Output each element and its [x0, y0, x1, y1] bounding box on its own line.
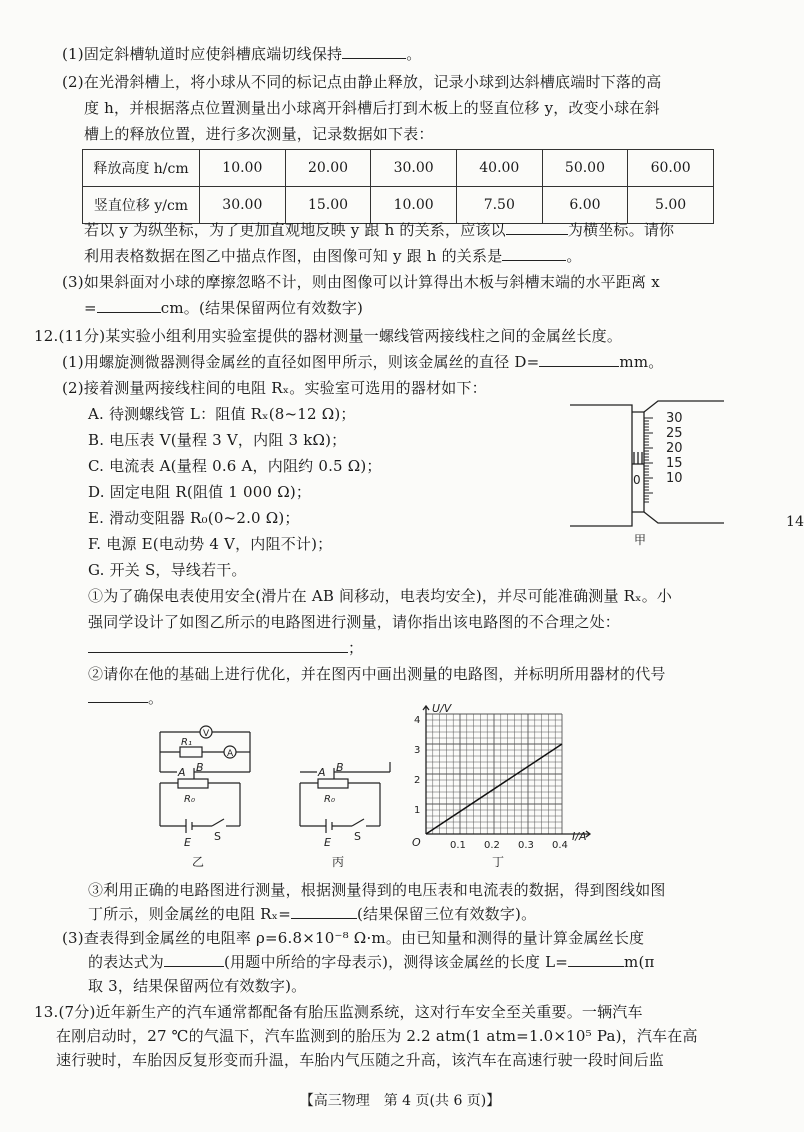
switch-icon: [212, 819, 224, 826]
q11-part2-line3: 槽上的释放位置，进行多次测量，记录数据如下表：: [84, 125, 434, 143]
label: S: [354, 830, 361, 843]
rheostat-icon: [178, 779, 208, 788]
switch-icon: [352, 819, 364, 826]
q12-sub2-line1: ②请你在他的基础上进行优化，并在图丙中画出测量的电路图，并标明所用器材的代号: [88, 665, 666, 683]
table-row-label: 释放高度 h/cm: [83, 150, 200, 187]
answer-blank[interactable]: [342, 44, 406, 59]
label: V: [203, 729, 210, 739]
option-e: E. 滑动变阻器 R₀(0~2.0 Ω)；: [88, 509, 300, 527]
table-cell: 10.00: [200, 150, 286, 187]
q12-sub1-line2: 强同学设计了如图乙所示的电路图进行测量，请你指出该电路图的不合理之处：: [88, 613, 621, 631]
table-cell: 50.00: [542, 150, 628, 187]
label: E: [184, 836, 191, 849]
figure-caption-jia: 甲: [634, 533, 647, 547]
tick-label: 30: [666, 411, 683, 426]
table-cell: 6.00: [542, 187, 628, 224]
x-axis-label: I/A: [572, 830, 587, 843]
rheostat-icon: [318, 779, 348, 788]
ui-graph-ding: [400, 700, 600, 875]
q12-sub1-line3: ；: [88, 638, 363, 658]
label: R₁: [181, 737, 192, 748]
label: B: [196, 761, 204, 774]
answer-blank[interactable]: [568, 952, 624, 967]
q11-part2-line4: 若以 y 为纵坐标，为了更加直观地反映 y 跟 h 的关系，应该以 为横坐标。请你: [84, 221, 675, 239]
table-cell: 7.50: [456, 187, 542, 224]
q13-line2: 在刚启动时，27 ℃的气温下，汽车监测到的胎压为 2.2 atm(1 atm=1.0×10⁵ Pa)，汽车在高: [56, 1027, 698, 1045]
q12-sub1-line1: ①为了确保电表使用安全(滑片在 AB 间移动，电表均安全)，并尽可能准确测量 Rₓ。小: [88, 587, 673, 605]
micrometer-figure: [570, 398, 730, 548]
figure-caption-yi: 乙: [192, 855, 205, 869]
figure-caption-bing: 丙: [332, 855, 345, 869]
table-cell: 30.00: [200, 187, 286, 224]
label: E: [324, 836, 331, 849]
figure-caption-ding: 丁: [492, 855, 505, 869]
table-cell: 30.00: [371, 150, 457, 187]
answer-blank[interactable]: [88, 638, 348, 653]
q12-part3-line1: (3)查表得到金属丝的电阻率 ρ=6.8×10⁻⁸ Ω·m。由已知量和测得的量计算金属丝长度: [62, 929, 645, 947]
table-row: [83, 150, 714, 187]
table-cell: 15.00: [285, 187, 371, 224]
answer-blank[interactable]: [502, 246, 566, 261]
answer-blank[interactable]: [506, 220, 568, 235]
x-tick-label: 0.4: [552, 840, 568, 851]
answer-blank[interactable]: [97, 298, 161, 313]
table-cell: 5.00: [628, 187, 714, 224]
q11-part3-line2: = cm。(结果保留两位有效数字): [84, 299, 364, 317]
q12-sub3-line2: 丁所示，则金属丝的电阻 Rₓ= (结果保留三位有效数字)。: [88, 905, 537, 923]
label: R₀: [324, 794, 335, 805]
tick-label: 20: [666, 441, 683, 456]
table-cell: 20.00: [285, 150, 371, 187]
label: A: [178, 766, 186, 779]
option-g: G. 开关 S，导线若干。: [88, 561, 247, 579]
x-tick-label: 0.1: [450, 840, 466, 851]
q12-part3-line3: 取 3，结果保留两位有效数字)。: [88, 977, 307, 995]
circuit-yi: [150, 722, 270, 872]
q12-part3-line2: 的表达式为 (用题中所给的字母表示)，测得该金属丝的长度 L= m(π: [88, 953, 655, 971]
option-a: A. 待测螺线管 L：阻值 Rₓ(8~12 Ω)；: [88, 405, 356, 423]
q13-line3: 速行驶时，车胎因反复形变而升温，车胎内气压随之升高，该汽车在高速行驶一段时间后监: [56, 1051, 665, 1069]
label: R₀: [184, 794, 195, 805]
answer-blank[interactable]: [291, 904, 357, 919]
side-page-mark: 14: [786, 514, 804, 530]
y-axis-label: U/V: [432, 702, 452, 715]
q11-part2-line1: (2)在光滑斜槽上，将小球从不同的标记点由静止释放，记录小球到达斜槽底端时下落的高: [62, 73, 662, 91]
q12-sub3-line1: ③利用正确的电路图进行测量，根据测量得到的电压表和电流表的数据，得到图线如图: [88, 881, 666, 899]
q11-part3-line1: (3)如果斜面对小球的摩擦忽略不计，则由图像可以计算得出木板与斜槽末端的水平距离 x: [62, 273, 660, 291]
q12-header: 12.(11分)某实验小组利用实验室提供的器材测量一螺线管两接线柱之间的金属丝长度。: [34, 327, 623, 345]
answer-blank[interactable]: [88, 688, 148, 703]
tick-label: 10: [666, 471, 683, 486]
table-cell: 10.00: [371, 187, 457, 224]
label: B: [336, 761, 344, 774]
y-tick-label: 3: [414, 745, 421, 756]
q11-part2-line5: 利用表格数据在图乙中描点作图，由图像可知 y 跟 h 的关系是 。: [84, 247, 582, 265]
table-row-label: 竖直位移 y/cm: [83, 187, 200, 224]
q12-part1: (1)用螺旋测微器测得金属丝的直径如图甲所示，则该金属丝的直径 D= mm。: [62, 353, 664, 371]
option-b: B. 电压表 V(量程 3 V，内阻 3 kΩ)；: [88, 431, 347, 449]
q13-line1: 13.(7分)近年新生产的汽车通常都配备有胎压监测系统，这对行车安全至关重要。一辆汽车: [34, 1003, 643, 1021]
label: A: [227, 749, 234, 759]
zero-label: 0: [633, 473, 641, 487]
y-tick-label: 2: [414, 775, 421, 786]
label: A: [318, 766, 326, 779]
table-row: [83, 187, 714, 224]
option-d: D. 固定电阻 R(阻值 1 000 Ω)；: [88, 483, 312, 501]
option-f: F. 电源 E(电动势 4 V，内阻不计)；: [88, 535, 333, 553]
circuit-bing: [290, 752, 400, 872]
tick-label: 25: [666, 426, 683, 441]
table-cell: 40.00: [456, 150, 542, 187]
tick-label: 15: [666, 456, 683, 471]
y-tick-label: 1: [414, 805, 421, 816]
table-cell: 60.00: [628, 150, 714, 187]
answer-blank[interactable]: [164, 952, 224, 967]
x-tick-label: 0.2: [484, 840, 500, 851]
q11-part1: (1)固定斜槽轨道时应使斜槽底端切线保持 。: [62, 45, 422, 63]
origin-label: O: [412, 836, 421, 849]
data-table: [82, 149, 714, 224]
answer-blank[interactable]: [539, 352, 619, 367]
q12-sub2-line2: 。: [88, 688, 163, 708]
option-c: C. 电流表 A(量程 0.6 A，内阻约 0.5 Ω)；: [88, 457, 382, 475]
y-tick-label: 4: [414, 715, 421, 726]
label: S: [214, 830, 221, 843]
page-footer: 【高三物理 第 4 页(共 6 页)】: [299, 1093, 501, 1109]
x-tick-label: 0.3: [518, 840, 534, 851]
q12-part2: (2)接着测量两接线柱间的电阻 Rₓ。实验室可选用的器材如下：: [62, 379, 487, 397]
q11-part2-line2: 度 h，并根据落点位置测量出小球离开斜槽后打到木板上的竖直位移 y，改变小球在斜: [84, 99, 660, 117]
